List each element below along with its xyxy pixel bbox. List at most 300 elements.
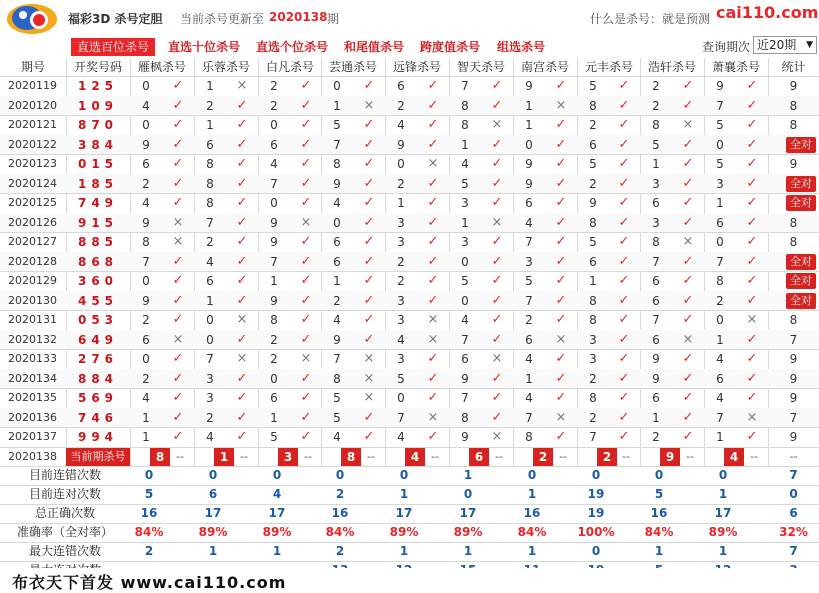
check-icon: ✓ [172,293,184,308]
kill-number: 0 [206,313,214,327]
current-kill-number: 4 [405,448,425,466]
kill-number: 3 [397,352,405,366]
kill-number: 8 [333,372,341,386]
row-period: 2020132 [8,333,57,346]
row-period: 2020122 [8,138,57,151]
header [0,0,819,36]
kill-number: 8 [461,99,469,113]
check-icon: ✓ [555,254,567,269]
check-icon: ✓ [172,273,184,288]
check-icon: ✓ [746,254,758,269]
kill-number: 8 [461,118,469,132]
summary-value: 1 [718,487,728,501]
summary-value: 1 [527,544,537,558]
check-icon: ✓ [300,117,312,132]
check-icon: ✓ [555,156,567,171]
row-stat: 8 [789,313,798,327]
summary-value: 1 [399,544,409,558]
check-icon: ✓ [746,273,758,288]
check-icon: ✓ [300,78,312,93]
summary-value: 0 [399,468,409,482]
row-period: 2020127 [8,235,57,248]
kill-number: 9 [270,294,278,308]
check-icon: ✓ [236,156,248,171]
kill-number: 8 [206,196,214,210]
period-select-value: 近20期 [757,38,797,52]
check-icon: ✓ [427,390,439,405]
current-kill-number: 3 [278,448,298,466]
header-expert: 白凡杀号 [265,60,314,74]
summary-value: 89% [389,525,419,539]
kill-number: 8 [333,157,341,171]
kill-number: 9 [652,372,660,386]
summary-value: 16 [331,506,349,520]
kill-number: 1 [270,274,278,288]
cross-icon: × [363,390,375,405]
check-icon: ✓ [172,410,184,425]
kill-number: 9 [525,177,533,191]
check-icon: ✓ [682,137,694,152]
check-icon: ✓ [682,410,694,425]
check-icon: ✓ [427,176,439,191]
check-icon: ✓ [682,351,694,366]
kill-number: 0 [716,235,724,249]
cross-icon: × [682,117,694,132]
check-icon: ✓ [363,254,375,269]
summary-stat: 32% [779,525,808,539]
summary-value: 89% [453,525,483,539]
kill-number: 8 [716,274,724,288]
check-icon: ✓ [236,137,248,152]
check-icon: ✓ [618,332,630,347]
check-icon: ✓ [363,429,375,444]
check-icon: ✓ [363,78,375,93]
check-icon: ✓ [491,234,503,249]
kill-number: 6 [270,391,278,405]
kill-number: 5 [716,157,724,171]
kill-number: 4 [525,216,533,230]
row-stat: 8 [789,99,798,113]
check-icon: ✓ [746,234,758,249]
kill-number: 5 [589,157,597,171]
check-icon: ✓ [491,312,503,327]
check-icon: ✓ [746,332,758,347]
kill-number: 3 [716,177,724,191]
kill-number: 1 [716,333,724,347]
summary-value: 2 [335,544,345,558]
summary-value: 2 [144,544,154,558]
logo-icon [5,2,59,36]
row-period: 2020137 [8,430,57,443]
check-icon: ✓ [427,215,439,230]
row-stat: 8 [789,235,798,249]
check-icon: ✓ [618,137,630,152]
kill-number: 4 [142,196,150,210]
kill-number: 8 [461,411,469,425]
check-icon: ✓ [682,273,694,288]
cross-icon: × [682,332,694,347]
row-draw-number: 870 [77,118,119,132]
check-icon: ✓ [172,156,184,171]
cross-icon: × [555,410,567,425]
summary-stat: 7 [789,544,798,558]
all-right-badge: 全对 [786,273,816,289]
check-icon: ✓ [236,332,248,347]
check-icon: ✓ [618,293,630,308]
kill-number: 5 [333,391,341,405]
check-icon: ✓ [555,176,567,191]
kill-number: 2 [589,372,597,386]
kill-number: 6 [652,196,660,210]
summary-value: 17 [395,506,413,520]
kill-number: 6 [525,196,533,210]
summary-label: 目前连错次数 [28,468,101,482]
row-draw-number: 649 [77,333,119,347]
row-stat: 9 [789,430,798,444]
check-icon: ✓ [746,371,758,386]
check-icon: ✓ [172,390,184,405]
check-icon: ✓ [746,156,758,171]
kill-number: 2 [589,411,597,425]
kill-number: 7 [525,294,533,308]
row-period: 2020120 [8,99,57,112]
kill-number: 3 [397,235,405,249]
kill-number: 4 [461,157,469,171]
kill-number: 0 [142,118,150,132]
row-period: 2020131 [8,313,57,326]
summary-value: 1 [718,544,728,558]
row-draw-number: 053 [77,313,119,327]
tab-hundreds-kill[interactable]: 直选百位杀号 [71,38,155,56]
kill-number: 8 [589,294,597,308]
header-expert: 浩轩杀号 [647,60,696,74]
header-draw: 开奖号码 [73,60,122,74]
summary-value: 0 [208,468,218,482]
check-icon: ✓ [427,98,439,113]
cross-icon: × [172,215,184,230]
row-stat: 7 [789,333,798,347]
kill-number: 4 [333,313,341,327]
summary-value: 0 [527,468,537,482]
cross-icon: × [427,312,439,327]
kill-number: 4 [206,255,214,269]
kill-number: 9 [461,372,469,386]
tab-bar [0,36,819,58]
summary-value: 4 [272,487,282,501]
cross-icon: × [172,234,184,249]
all-right-badge: 全对 [786,293,816,309]
check-icon: ✓ [555,351,567,366]
check-icon: ✓ [427,137,439,152]
header-expert: 元丰杀号 [584,60,633,74]
check-icon: ✓ [682,215,694,230]
kill-number: 5 [716,118,724,132]
kill-number: 7 [461,391,469,405]
kill-number: 5 [652,138,660,152]
check-icon: ✓ [491,254,503,269]
row-stat: 8 [789,118,798,132]
kill-number: 5 [270,430,278,444]
current-dash: -- [686,450,694,463]
check-icon: ✓ [746,390,758,405]
summary-value: 0 [463,487,473,501]
check-icon: ✓ [555,312,567,327]
kill-number: 9 [461,430,469,444]
kill-number: 0 [397,157,405,171]
check-icon: ✓ [618,371,630,386]
summary-value: 1 [527,487,537,501]
cross-icon: × [746,410,758,425]
kill-number: 2 [206,235,214,249]
row-stat: 9 [789,79,798,93]
check-icon: ✓ [746,176,758,191]
kill-number: 6 [652,274,660,288]
check-icon: ✓ [491,293,503,308]
row-draw-number: 884 [77,372,119,386]
row-draw-number: 360 [77,274,119,288]
summary-value: 84% [517,525,547,539]
kill-number: 5 [589,79,597,93]
kill-number: 4 [142,99,150,113]
check-icon: ✓ [427,195,439,210]
kill-number: 2 [270,99,278,113]
kill-number: 2 [589,118,597,132]
header-expert: 芸通杀号 [328,60,377,74]
check-icon: ✓ [300,410,312,425]
summary-value: 1 [654,544,664,558]
kill-number: 2 [142,177,150,191]
kill-number: 1 [652,157,660,171]
current-dash: -- [622,450,630,463]
check-icon: ✓ [172,78,184,93]
cross-icon: × [236,78,248,93]
check-icon: ✓ [491,176,503,191]
header-expert: 乐蓉杀号 [201,60,250,74]
all-right-badge: 全对 [786,176,816,192]
summary-value: 1 [272,544,282,558]
kill-number: 6 [652,391,660,405]
check-icon: ✓ [172,176,184,191]
check-icon: ✓ [555,390,567,405]
check-icon: ✓ [363,234,375,249]
kill-number: 3 [525,255,533,269]
check-icon: ✓ [746,78,758,93]
current-dash: -- [240,450,248,463]
current-dash: -- [495,450,503,463]
kill-number: 7 [716,411,724,425]
check-icon: ✓ [618,195,630,210]
kill-number: 6 [206,138,214,152]
summary-value: 5 [654,487,664,501]
check-icon: ✓ [300,98,312,113]
kill-number: 7 [270,255,278,269]
current-kill-number: 8 [150,448,170,466]
check-icon: ✓ [491,195,503,210]
current-kill-number: 6 [469,448,489,466]
check-icon: ✓ [236,410,248,425]
kill-number: 7 [652,313,660,327]
cross-icon: × [491,351,503,366]
kill-number: 6 [333,235,341,249]
check-icon: ✓ [491,332,503,347]
summary-value: 0 [591,468,601,482]
tab-units-kill[interactable]: 直选个位杀号 [256,40,329,54]
kill-number: 5 [333,411,341,425]
row-draw-number: 569 [77,391,119,405]
check-icon: ✓ [172,137,184,152]
current-kill-label: 当前期杀号 [66,448,130,466]
kill-number: 4 [525,391,533,405]
check-icon: ✓ [236,117,248,132]
header-period: 期号 [20,60,45,74]
tab-tens-kill[interactable]: 直选十位杀号 [168,40,241,54]
kill-number: 0 [142,352,150,366]
row-draw-number: 015 [77,157,119,171]
kill-number: 1 [206,294,214,308]
kill-number: 2 [142,313,150,327]
check-icon: ✓ [363,332,375,347]
kill-number: 9 [525,79,533,93]
kill-number: 9 [525,157,533,171]
check-icon: ✓ [300,137,312,152]
kill-number: 6 [333,255,341,269]
kill-number: 0 [397,391,405,405]
check-icon: ✓ [427,78,439,93]
kill-number: 2 [716,294,724,308]
tab-group-kill[interactable]: 组选杀号 [497,40,546,54]
row-draw-number: 746 [77,411,119,425]
check-icon: ✓ [618,390,630,405]
kill-number: 9 [397,138,405,152]
check-icon: ✓ [363,312,375,327]
kill-number: 9 [142,138,150,152]
tab-sum-tail-kill[interactable]: 和尾值杀号 [344,40,405,54]
row-draw-number: 276 [77,352,119,366]
kill-number: 0 [270,118,278,132]
cross-icon: × [555,332,567,347]
kill-number: 1 [333,274,341,288]
kill-number: 0 [525,138,533,152]
kill-number: 6 [142,157,150,171]
kill-number: 0 [270,372,278,386]
check-icon: ✓ [618,156,630,171]
row-period: 2020119 [8,79,57,92]
row-stat: 9 [789,391,798,405]
check-icon: ✓ [555,117,567,132]
slogan: 什么是杀号：就是预测 [590,12,711,26]
cross-icon: × [491,429,503,444]
current-period: 2020138 [8,450,57,463]
tab-span-kill[interactable]: 跨度值杀号 [420,40,481,54]
summary-value: 0 [272,468,282,482]
kill-number: 1 [142,430,150,444]
check-icon: ✓ [236,429,248,444]
kill-number: 6 [716,372,724,386]
kill-number: 8 [652,118,660,132]
header-expert: 远锋杀号 [392,60,441,74]
check-icon: ✓ [300,254,312,269]
current-kill-number: 9 [660,448,680,466]
kill-number: 3 [206,372,214,386]
kill-number: 3 [397,294,405,308]
summary-value: 1 [399,487,409,501]
check-icon: ✓ [746,98,758,113]
kill-number: 8 [525,430,533,444]
cross-icon: × [555,98,567,113]
summary-label: 目前连对次数 [28,487,101,501]
summary-value: 16 [523,506,541,520]
header-expert: 萧襄杀号 [711,60,760,74]
summary-value: 17 [204,506,222,520]
check-icon: ✓ [363,176,375,191]
row-stat: 8 [789,216,798,230]
kill-number: 3 [397,216,405,230]
kill-number: 8 [206,157,214,171]
kill-number: 0 [142,79,150,93]
check-icon: ✓ [363,195,375,210]
check-icon: ✓ [491,156,503,171]
all-right-badge: 全对 [786,254,816,270]
summary-stat: 6 [789,506,798,520]
row-stat: 9 [789,372,798,386]
check-icon: ✓ [300,312,312,327]
check-icon: ✓ [363,215,375,230]
kill-number: 2 [397,99,405,113]
summary-value: 1 [463,468,473,482]
period-select[interactable] [753,36,817,54]
current-dash: -- [304,450,312,463]
kill-number: 3 [206,391,214,405]
check-icon: ✓ [363,137,375,152]
check-icon: ✓ [300,156,312,171]
cross-icon: × [300,215,312,230]
check-icon: ✓ [618,78,630,93]
chevron-down-icon: ▼ [806,40,813,50]
row-stat: 9 [789,352,798,366]
kill-number: 9 [333,177,341,191]
summary-label: 总正确次数 [34,506,95,520]
check-icon: ✓ [555,215,567,230]
check-icon: ✓ [300,176,312,191]
kill-number: 6 [652,333,660,347]
summary-value: 89% [708,525,738,539]
kill-number: 7 [397,411,405,425]
check-icon: ✓ [172,312,184,327]
kill-number: 8 [589,216,597,230]
brand-url[interactable]: cai110.com [716,3,819,22]
check-icon: ✓ [236,98,248,113]
summary-value: 1 [463,544,473,558]
current-kill-number: 1 [214,448,234,466]
check-icon: ✓ [427,254,439,269]
current-kill-number: 8 [341,448,361,466]
check-icon: ✓ [427,371,439,386]
check-icon: ✓ [172,254,184,269]
check-icon: ✓ [682,371,694,386]
kill-number: 5 [333,118,341,132]
current-dash: -- [176,450,184,463]
check-icon: ✓ [172,98,184,113]
check-icon: ✓ [172,429,184,444]
row-stat: 9 [789,157,798,171]
kill-number: 2 [652,99,660,113]
check-icon: ✓ [300,332,312,347]
check-icon: ✓ [300,293,312,308]
check-icon: ✓ [300,429,312,444]
check-icon: ✓ [363,293,375,308]
kill-number: 4 [333,430,341,444]
kill-number: 3 [397,313,405,327]
